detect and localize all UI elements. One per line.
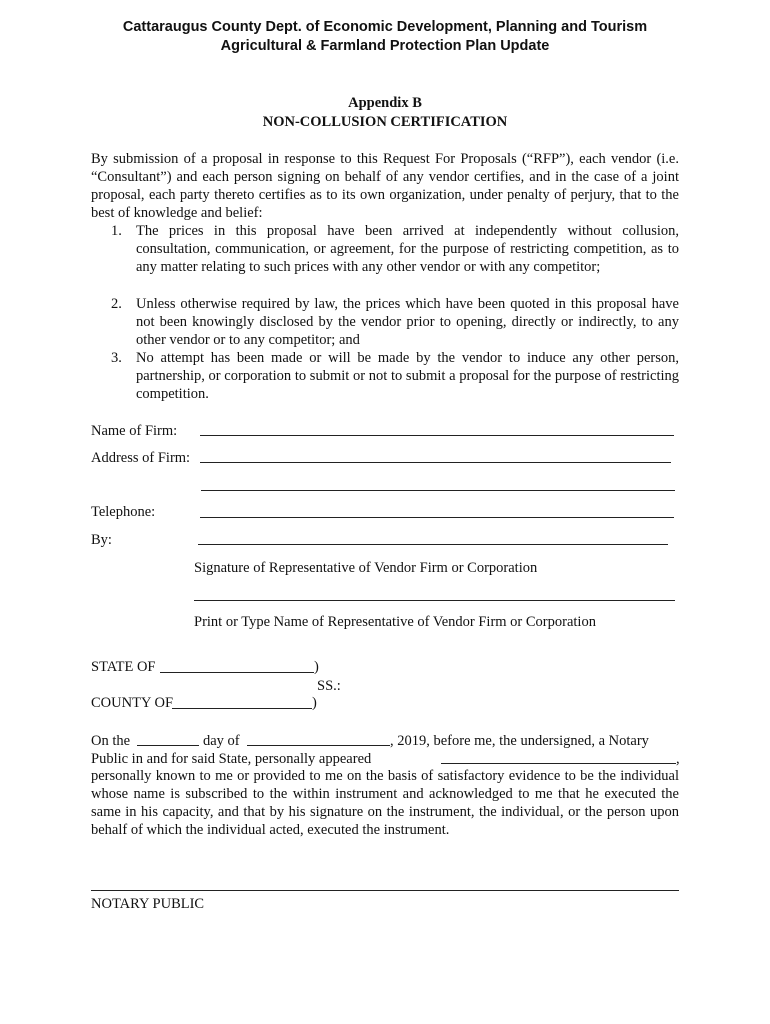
- notary-public-label: NOTARY PUBLIC: [91, 896, 205, 912]
- print-name-field[interactable]: [194, 600, 675, 601]
- state-of-label: STATE OF: [91, 659, 156, 675]
- appeared-name-field[interactable]: [441, 763, 676, 764]
- day-of-text: day of: [203, 733, 240, 749]
- state-field[interactable]: [160, 672, 314, 673]
- list-item-text: The prices in this proposal have been arrived at independently without collusion, consultation, communication, or agreement, for the purpose of restricting competition, as to any matter relating to such prices with any other vendor or with any competitor;: [136, 223, 679, 275]
- header-agency: Cattaraugus County Dept. of Economic Development, Planning and Tourism: [122, 19, 648, 35]
- day-field[interactable]: [137, 745, 199, 746]
- month-field[interactable]: [247, 745, 390, 746]
- list-item-text: Unless otherwise required by law, the prices which have been quoted in this proposal have not been knowingly disclosed by the vendor prior to opening, directly or indirectly, to any other vendor or to any competitor; and: [136, 296, 679, 348]
- appendix-title: Appendix B: [348, 95, 422, 111]
- list-item-text: No attempt has been made or will be made by the vendor to induce any other person, partnership, or corporation to submit or not to submit a proposal for the purpose of restricting competition.: [136, 350, 679, 402]
- state-paren: ): [314, 659, 319, 675]
- by-label: By:: [91, 532, 112, 548]
- year-text: , 2019, before me, the undersigned, a Notary: [390, 733, 649, 749]
- county-field[interactable]: [172, 708, 312, 709]
- firm-name-label: Name of Firm:: [91, 423, 178, 439]
- firm-name-field[interactable]: [200, 435, 674, 436]
- signature-field[interactable]: [198, 544, 668, 545]
- list-item-number: 2.: [111, 296, 122, 312]
- notary-signature-field[interactable]: [91, 890, 679, 891]
- telephone-label: Telephone:: [91, 504, 156, 520]
- public-appeared-text: Public in and for said State, personally appeared: [91, 751, 372, 767]
- ss-label: SS.:: [317, 678, 341, 694]
- telephone-field[interactable]: [200, 517, 674, 518]
- firm-address-field-line2[interactable]: [201, 490, 675, 491]
- header-project: Agricultural & Farmland Protection Plan Update: [220, 38, 550, 54]
- print-name-caption: Print or Type Name of Representative of Vendor Firm or Corporation: [194, 614, 596, 630]
- county-paren: ): [312, 695, 317, 711]
- county-of-label: COUNTY OF: [91, 695, 174, 711]
- signature-caption: Signature of Representative of Vendor Firm or Corporation: [194, 560, 538, 576]
- list-item-number: 3.: [111, 350, 122, 366]
- list-item-number: 1.: [111, 223, 122, 239]
- on-the-text: On the: [91, 733, 131, 749]
- firm-address-field[interactable]: [200, 462, 671, 463]
- firm-address-label: Address of Firm:: [91, 450, 191, 466]
- comma-text: ,: [676, 751, 680, 767]
- certification-title: NON-COLLUSION CERTIFICATION: [262, 114, 508, 130]
- intro-paragraph: By submission of a proposal in response to this Request For Proposals (“RFP”), each vendor (i.e. “Consultant”) and each person signing on behalf of any vendor certifies, and in the case of a joint proposal, each party thereto certifies as to its own organization, under penalty of perjury, that to the best of knowledge and belief:: [91, 151, 679, 221]
- acknowledgment-paragraph: personally known to me or provided to me on the basis of satisfactory evidence to be the individual whose name is subscribed to the within instrument and acknowledged to me that he executed the same in his capacity, and that by his signature on the instrument, the individual, or the person upon behalf of which the individual acted, executed the instrument.: [91, 768, 679, 838]
